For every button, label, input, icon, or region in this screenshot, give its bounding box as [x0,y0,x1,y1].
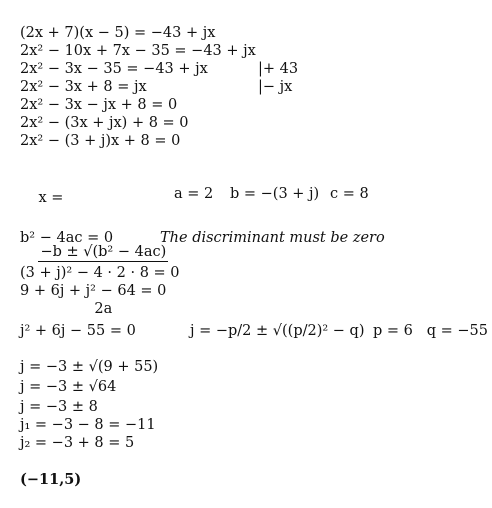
quad-lhs: x = [38,190,64,206]
equation-line-2: 2x² − 10x + 7x − 35 = −43 + jx [20,43,256,59]
equation-line-4: 2x² − 3x + 8 = jx [20,79,147,95]
equation-line-13: j = −3 ± 8 [20,399,98,415]
equation-line-11: j = −3 ± √(9 + 55) [20,359,159,375]
solution-j2: j₂ = −3 + 8 = 5 [20,435,135,451]
equation-line-7: 2x² − (3 + j)x + 8 = 0 [20,133,181,149]
equation-line-8: (3 + j)² − 4 · 2 · 8 = 0 [20,265,180,281]
equation-line-12: j = −3 ± √64 [20,379,117,395]
quad-numerator: −b ± √(b² − 4ac) [40,244,167,260]
equation-line-1: (2x + 7)(x − 5) = −43 + jx [20,25,216,41]
coefficient-b: b = −(3 + j) [230,186,320,202]
pq-values: p = 6 q = −55 [373,323,488,339]
equation-line-3: 2x² − 3x − 35 = −43 + jx [20,61,208,77]
solution-j1: j₁ = −3 − 8 = −11 [20,417,156,433]
coefficient-c: c = 8 [330,186,369,202]
equation-line-5: 2x² − 3x − jx + 8 = 0 [20,97,178,113]
discriminant-note: The discriminant must be zero [160,230,385,246]
equation-line-9: 9 + 6j + j² − 64 = 0 [20,283,167,299]
final-answer: (−11,5) [20,471,82,488]
operation-note-subtract-jx: |− jx [258,79,293,95]
discriminant-equation: b² − 4ac = 0 [20,230,114,246]
pq-formula: j = −p/2 ± √((p/2)² − q) [190,323,365,339]
operation-note-add-43: |+ 43 [258,61,299,77]
equation-line-6: 2x² − (3x + jx) + 8 = 0 [20,115,189,131]
quad-denominator: 2a [94,301,113,317]
coefficient-a: a = 2 [174,186,214,202]
equation-line-10: j² + 6j − 55 = 0 [20,323,136,339]
